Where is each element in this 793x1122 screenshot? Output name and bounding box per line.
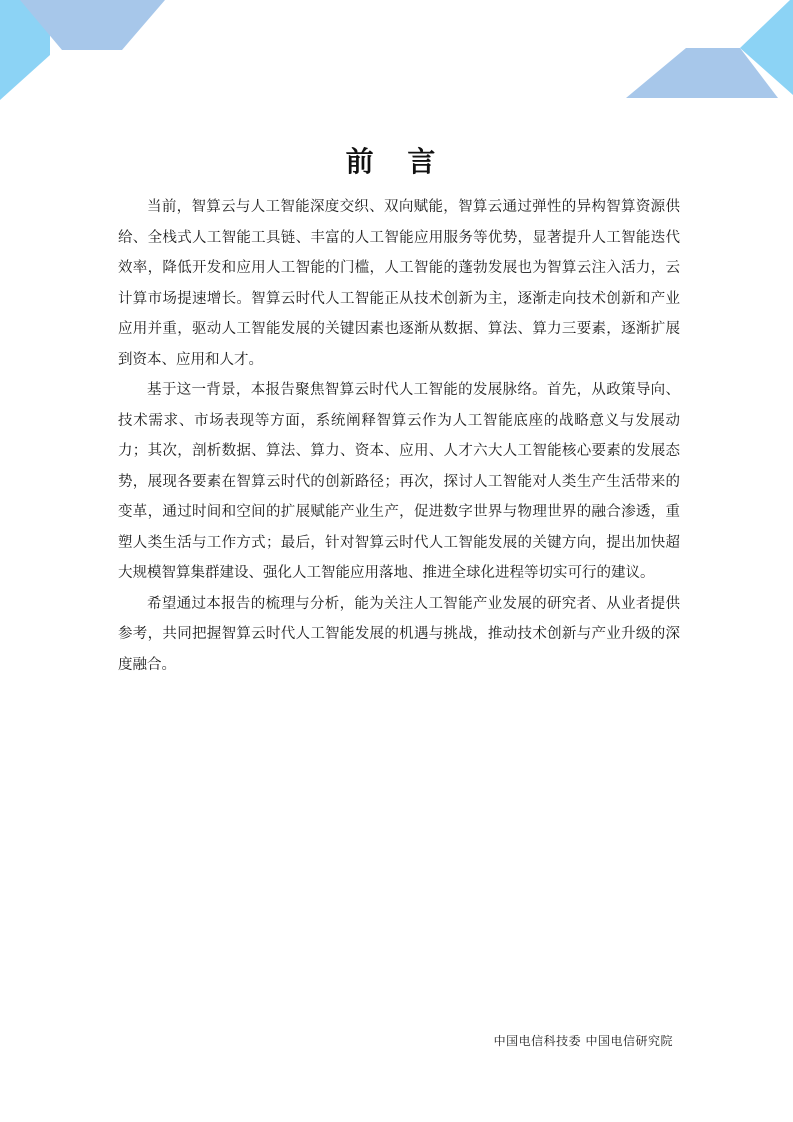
paragraph-3: 希望通过本报告的梳理与分析，能为关注人工智能产业发展的研究者、从业者提供参考，共同把握智算云时代人工智能发展的机遇与挑战，推动技术创新与产业升级的深度融合。: [118, 595, 680, 673]
footer-org: 中国电信科技委 中国电信研究院: [493, 1034, 673, 1048]
page-title: 前 言: [345, 145, 448, 178]
paragraph-1: 当前，智算云与人工智能深度交织、双向赋能，智算云通过弹性的异构智算资源供给、全栈式人工智能工具链、丰富的人工智能应用服务等优势，显著提升人工智能迭代效率，降低开发和应用人工智能的门槛，人工智能的蓬勃发展也为智算云注入活力，云计算市场提速增长。智算云时代人工智能正从技术创新为主，逐渐走向技术创新和产业应用并重，驱动人工智能发展的关键因素也逐渐从数据、算法、算力三要素，逐渐扩展到资本、应用和人才。: [118, 199, 680, 368]
corner-decoration: [0, 0, 793, 110]
preface-body: [118, 192, 680, 680]
paragraph-2: 基于这一背景，本报告聚焦智算云时代人工智能的发展脉络。首先，从政策导向、技术需求、市场表现等方面，系统阐释智算云作为人工智能底座的战略意义与发展动力；其次，剖析数据、算法、算力、资本、应用、人才六大人工智能核心要素的发展态势，展现各要素在智算云时代的创新路径；再次，探讨人工智能对人类生产生活带来的变革，通过时间和空间的扩展赋能产业生产，促进数字世界与物理世界的融合渗透，重塑人类生活与工作方式；最后，针对智算云时代人工智能发展的关键方向，提出加快超大规模智算集群建设、强化人工智能应用落地、推进全球化进程等切实可行的建议。: [118, 382, 680, 581]
